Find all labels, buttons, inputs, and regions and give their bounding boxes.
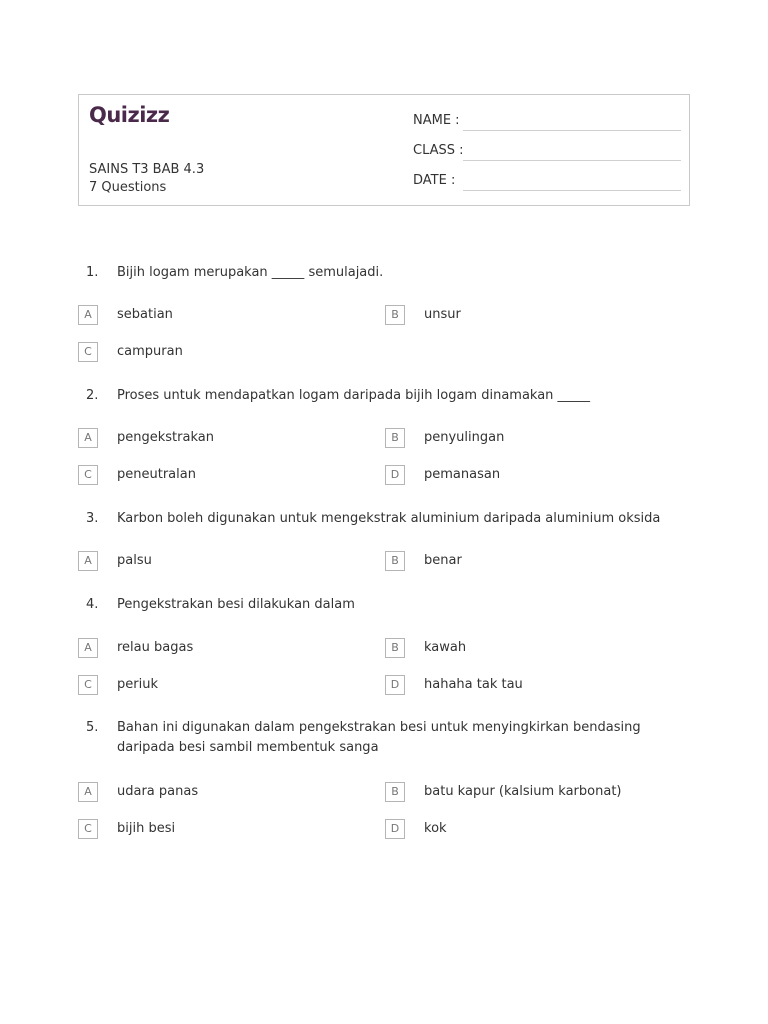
option-letter-box: D bbox=[385, 819, 405, 839]
option-text: pemanasan bbox=[424, 467, 501, 482]
date-line bbox=[463, 190, 681, 191]
question-count: 7 Questions bbox=[89, 180, 167, 195]
option-text: peneutralan bbox=[117, 467, 196, 482]
option-text: unsur bbox=[424, 307, 461, 322]
option-letter-box: B bbox=[385, 782, 405, 802]
class-field[interactable] bbox=[413, 141, 681, 161]
question-text: Proses untuk mendapatkan logam daripada bijih logam dinamakan _____ bbox=[117, 388, 591, 403]
option-letter-box: D bbox=[385, 675, 405, 695]
option-letter-box: C bbox=[78, 342, 98, 362]
name-field[interactable] bbox=[413, 111, 681, 131]
option-letter-box: A bbox=[78, 551, 98, 571]
option-letter-box: B bbox=[385, 551, 405, 571]
option-letter-box: C bbox=[78, 675, 98, 695]
quizizz-logo: Quizizz bbox=[89, 103, 170, 127]
option-letter-box: A bbox=[78, 305, 98, 325]
question-text: Karbon boleh digunakan untuk mengekstrak aluminium daripada aluminium oksida bbox=[117, 511, 661, 526]
option-letter-box: A bbox=[78, 428, 98, 448]
class-label: CLASS : bbox=[413, 143, 464, 158]
question-number: 1. bbox=[86, 265, 99, 280]
question-number: 2. bbox=[86, 388, 99, 403]
option-text: batu kapur (kalsium karbonat) bbox=[424, 784, 622, 799]
option-letter-box: C bbox=[78, 465, 98, 485]
name-line bbox=[463, 130, 681, 131]
date-label: DATE : bbox=[413, 173, 456, 188]
question-text: Bijih logam merupakan _____ semulajadi. bbox=[117, 265, 384, 280]
option-letter-box: C bbox=[78, 819, 98, 839]
option-text: periuk bbox=[117, 677, 158, 692]
question-text: Pengekstrakan besi dilakukan dalam bbox=[117, 597, 355, 612]
date-field[interactable] bbox=[413, 171, 681, 191]
class-line bbox=[463, 160, 681, 161]
option-text: penyulingan bbox=[424, 430, 505, 445]
option-letter-box: A bbox=[78, 782, 98, 802]
option-text: sebatian bbox=[117, 307, 173, 322]
question-text: Bahan ini digunakan dalam pengekstrakan besi untuk menyingkirkan bendasing daripada besi sambil membentuk sanga bbox=[117, 720, 641, 755]
option-text: kawah bbox=[424, 640, 467, 655]
option-text: udara panas bbox=[117, 784, 199, 799]
option-text: hahaha tak tau bbox=[424, 677, 523, 692]
option-text: bijih besi bbox=[117, 821, 176, 836]
option-text: campuran bbox=[117, 344, 183, 359]
option-text: pengekstrakan bbox=[117, 430, 214, 445]
question-number: 5. bbox=[86, 720, 99, 735]
question-number: 3. bbox=[86, 511, 99, 526]
option-text: kok bbox=[424, 821, 447, 836]
quiz-title: SAINS T3 BAB 4.3 bbox=[89, 162, 205, 177]
option-letter-box: D bbox=[385, 465, 405, 485]
option-letter-box: B bbox=[385, 428, 405, 448]
option-text: relau bagas bbox=[117, 640, 194, 655]
worksheet-header bbox=[78, 94, 690, 206]
option-letter-box: B bbox=[385, 638, 405, 658]
option-text: benar bbox=[424, 553, 462, 568]
name-label: NAME : bbox=[413, 113, 460, 128]
option-letter-box: B bbox=[385, 305, 405, 325]
question-number: 4. bbox=[86, 597, 99, 612]
option-letter-box: A bbox=[78, 638, 98, 658]
option-text: palsu bbox=[117, 553, 152, 568]
